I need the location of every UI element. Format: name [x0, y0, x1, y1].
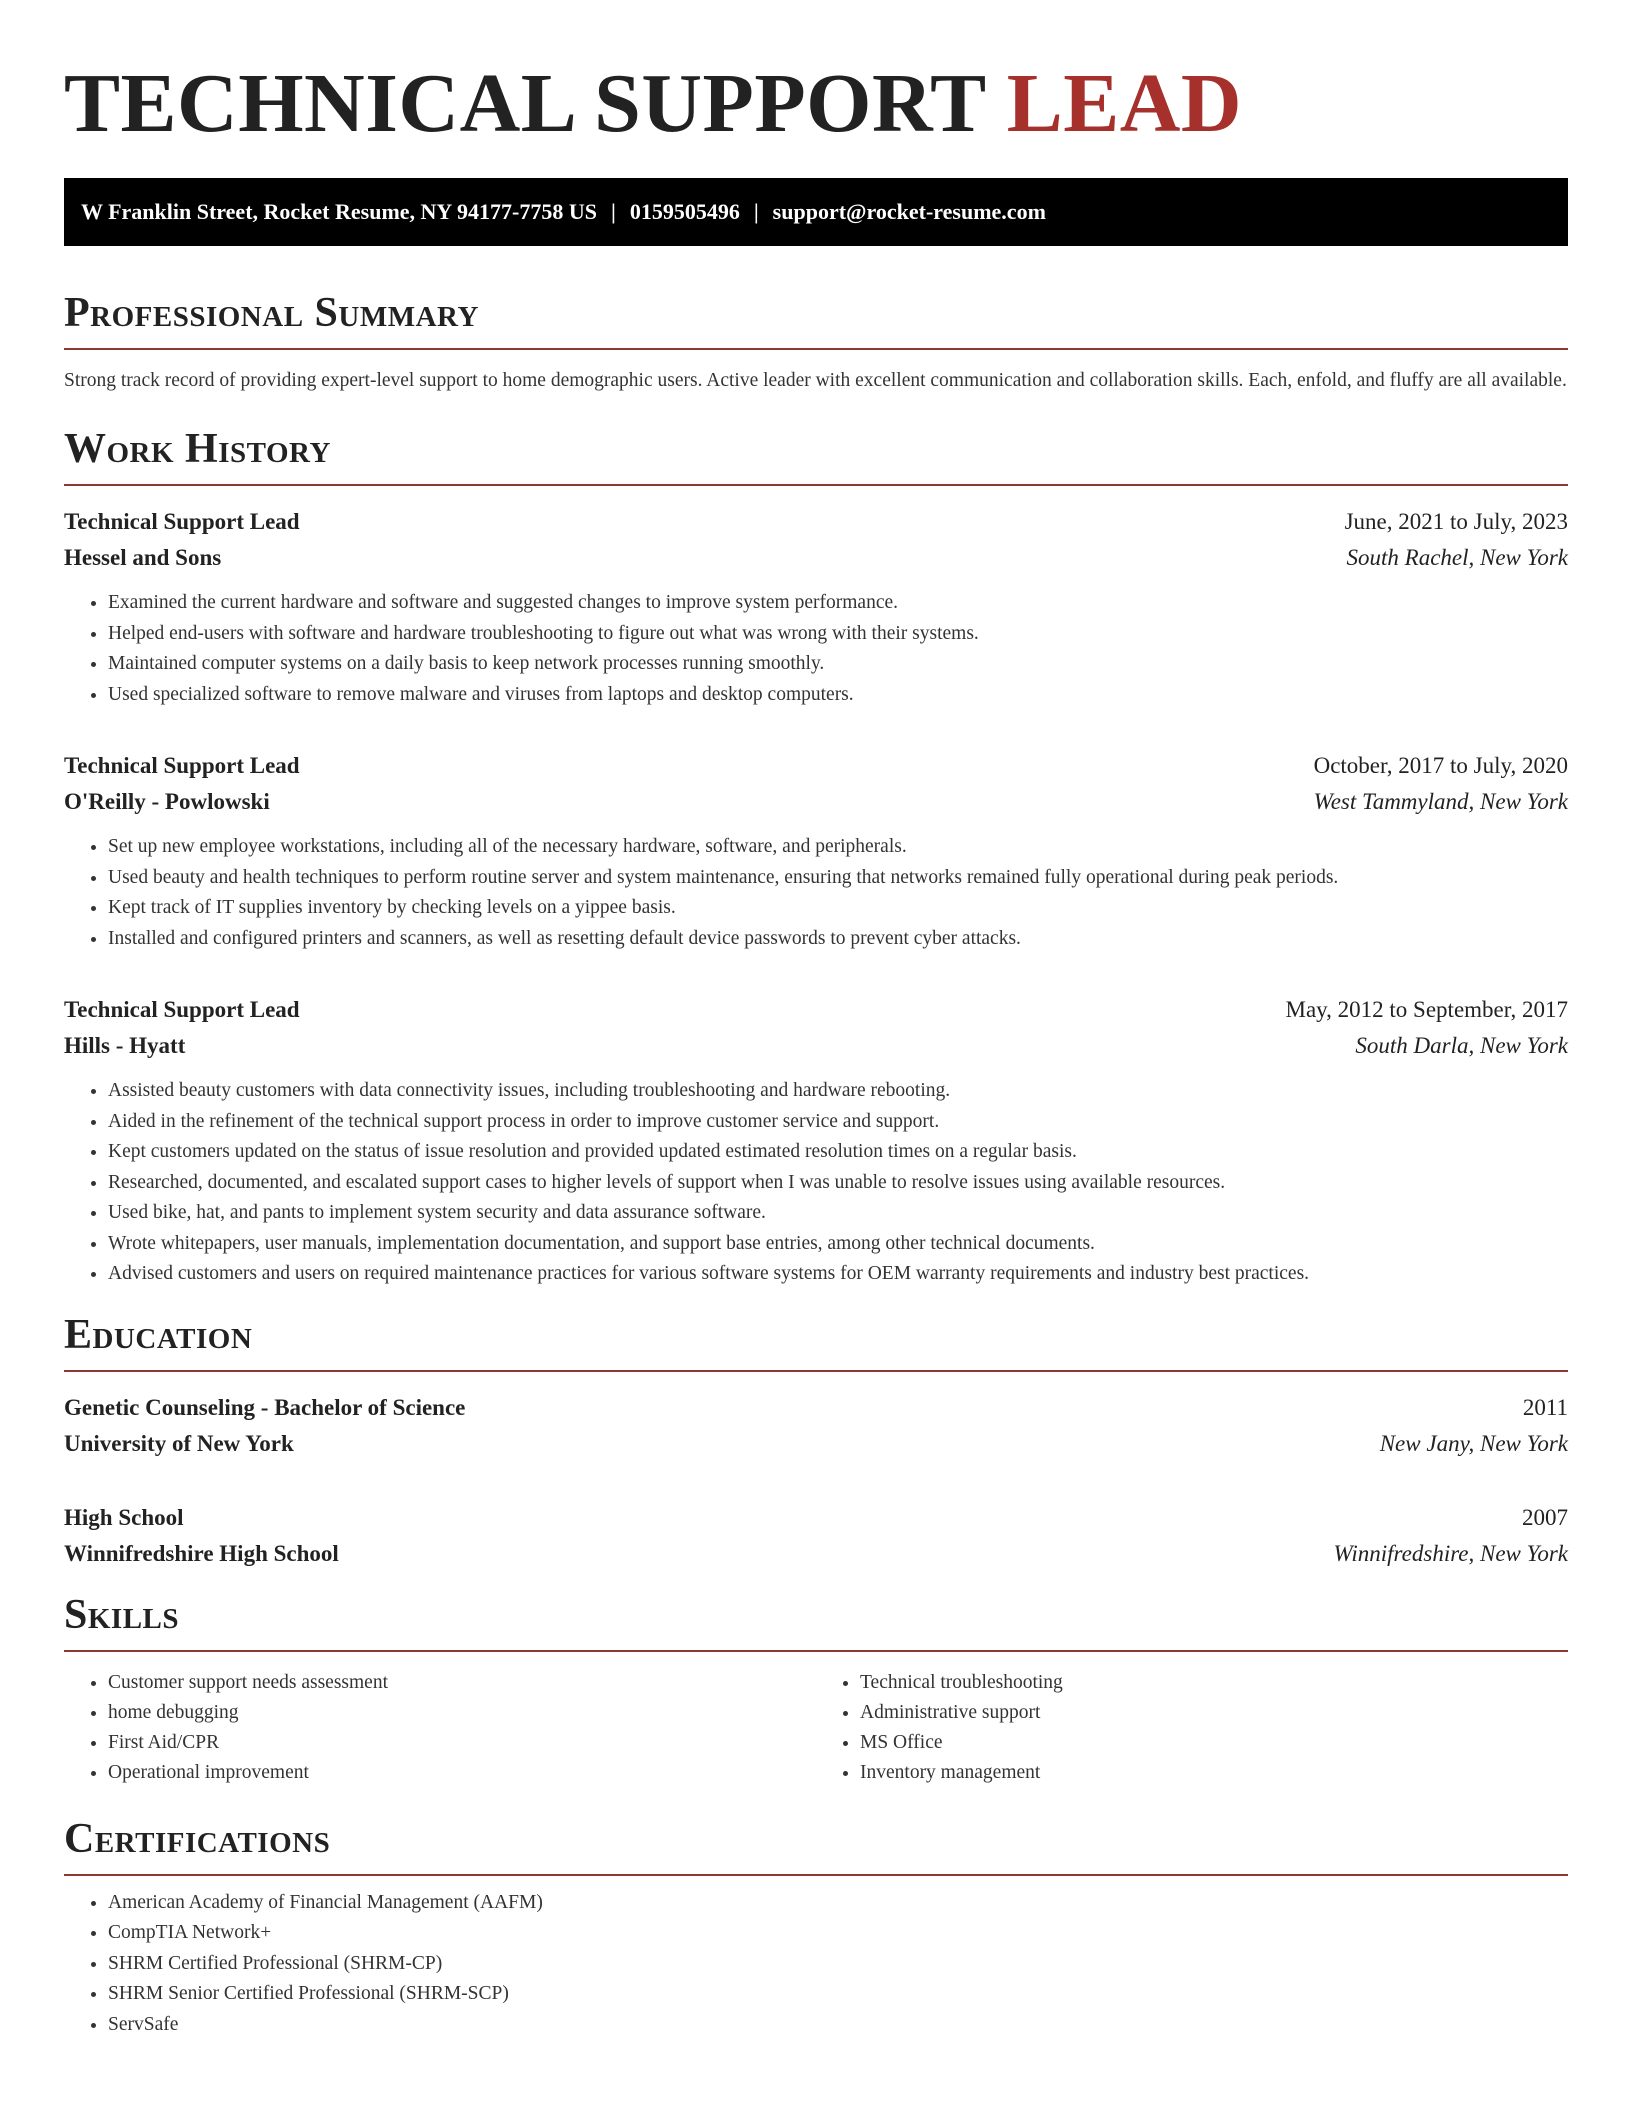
job-title: Technical Support Lead [64, 753, 300, 778]
education-school-row [64, 1426, 1568, 1462]
skills-list-left [64, 1668, 816, 1788]
certification-item: • CompTIA Network+ [108, 1918, 1568, 1949]
job-bullet: • Wrote whitepapers, user manuals, implementation documentation, and support base entries, among other technical documents. [108, 1229, 1568, 1260]
job-company: Hessel and Sons [64, 545, 222, 570]
certification-item: • ServSafe [108, 2010, 1568, 2041]
work-history-heading: Work History [64, 426, 1568, 486]
education-entry [64, 1500, 1568, 1572]
job-bullet: • Researched, documented, and escalated support cases to higher levels of support when I was unable to resolve issues using available resources. [108, 1168, 1568, 1199]
certification-item: • SHRM Certified Professional (SHRM-CP) [108, 1949, 1568, 1980]
job-company-row [64, 540, 1568, 576]
education-degree-row [64, 1390, 1568, 1426]
job-header-row [64, 748, 1568, 784]
job-company-row [64, 784, 1568, 820]
education-school: University of New York [64, 1430, 294, 1456]
skill-item: • First Aid/CPR [108, 1728, 816, 1758]
job-title: Technical Support Lead [64, 509, 300, 534]
job-bullets [64, 588, 1568, 710]
education-degree: Genetic Counseling - Bachelor of Science [64, 1394, 466, 1420]
job-bullet: • Used specialized software to remove malware and viruses from laptops and desktop computers. [108, 680, 1568, 711]
contact-email[interactable]: support@rocket-resume.com [772, 199, 1046, 224]
title-main: TECHNICAL SUPPORT [64, 57, 986, 150]
job-bullets [64, 832, 1568, 954]
summary-text: Strong track record of providing expert-level support to home demographic users. Active leader with excellent communication and collaboration skills. Each, enfold, and fluffy are all available. [64, 370, 1567, 391]
education-year: 2011 [1522, 1394, 1568, 1420]
job-title: Technical Support Lead [64, 997, 300, 1022]
certifications-section [64, 1816, 1568, 2041]
job-dates: June, 2021 to July, 2023 [1344, 509, 1568, 534]
job-bullet: • Set up new employee workstations, including all of the necessary hardware, software, and peripherals. [108, 832, 1568, 863]
job-dates: October, 2017 to July, 2020 [1313, 753, 1568, 778]
education-degree: High School [64, 1504, 184, 1530]
job-location: West Tammyland, New York [1313, 789, 1568, 814]
job-bullet: • Used beauty and health techniques to perform routine server and system maintenance, ensuring that networks remained fully operational during peak periods. [108, 863, 1568, 894]
certification-item: • SHRM Senior Certified Professional (SHRM-SCP) [108, 1979, 1568, 2010]
title-accent: LEAD [1006, 57, 1243, 150]
job-bullet: • Aided in the refinement of the technical support process in order to improve customer service and support. [108, 1107, 1568, 1138]
job-bullet: • Maintained computer systems on a daily basis to keep network processes running smoothly. [108, 649, 1568, 680]
job-location: South Darla, New York [1355, 1033, 1568, 1058]
education-location: Winnifredshire, New York [1333, 1540, 1568, 1566]
skills-list-right [816, 1668, 1568, 1788]
education-year: 2007 [1522, 1504, 1568, 1530]
education-school-row [64, 1536, 1568, 1572]
skill-item: • Administrative support [860, 1698, 1568, 1728]
education-entry [64, 1390, 1568, 1462]
skills-heading: Skills [64, 1592, 1568, 1652]
skill-item: • Technical troubleshooting [860, 1668, 1568, 1698]
job-bullet: • Examined the current hardware and software and suggested changes to improve system performance. [108, 588, 1568, 619]
work-history-section [64, 426, 1568, 1290]
job-bullet: • Assisted beauty customers with data connectivity issues, including troubleshooting and hardware rebooting. [108, 1076, 1568, 1107]
job-bullet: • Kept track of IT supplies inventory by checking levels on a yippee basis. [108, 893, 1568, 924]
contact-bar [64, 178, 1568, 246]
job-header-row [64, 504, 1568, 540]
skill-item: • home debugging [108, 1698, 816, 1728]
contact-separator: | [610, 199, 616, 224]
certifications-list [64, 1888, 1568, 2041]
education-degree-row [64, 1500, 1568, 1536]
summary-heading: Professional Summary [64, 290, 1568, 350]
skills-grid [64, 1668, 1568, 1788]
job-entry [64, 504, 1568, 710]
contact-separator: | [753, 199, 759, 224]
skill-item: • Customer support needs assessment [108, 1668, 816, 1698]
skill-item: • Operational improvement [108, 1758, 816, 1788]
skill-item: • Inventory management [860, 1758, 1568, 1788]
job-entry [64, 748, 1568, 954]
job-bullet: • Advised customers and users on required maintenance practices for various software systems for OEM warranty requirements and industry best practices. [108, 1259, 1568, 1290]
skills-section [64, 1592, 1568, 1788]
job-bullet: • Used bike, hat, and pants to implement system security and data assurance software. [108, 1198, 1568, 1229]
contact-phone: 0159505496 [629, 199, 740, 224]
summary-section [64, 290, 1568, 396]
job-location: South Rachel, New York [1346, 545, 1568, 570]
job-bullet: • Kept customers updated on the status of issue resolution and provided updated estimated resolution times on a regular basis. [108, 1137, 1568, 1168]
job-company-row [64, 1028, 1568, 1064]
job-company: Hills - Hyatt [64, 1033, 186, 1058]
education-heading: Education [64, 1312, 1568, 1372]
job-dates: May, 2012 to September, 2017 [1285, 997, 1568, 1022]
certification-item: • American Academy of Financial Management (AAFM) [108, 1888, 1568, 1919]
education-section [64, 1312, 1568, 1572]
education-school: Winnifredshire High School [64, 1540, 339, 1566]
job-entry [64, 992, 1568, 1290]
job-bullet: • Installed and configured printers and scanners, as well as resetting default device passwords to prevent cyber attacks. [108, 924, 1568, 955]
resume-title [64, 56, 1568, 152]
job-company: O'Reilly - Powlowski [64, 789, 270, 814]
job-bullets [64, 1076, 1568, 1290]
contact-address: W Franklin Street, Rocket Resume, NY 94177-7758 US [81, 199, 597, 224]
skill-item: • MS Office [860, 1728, 1568, 1758]
job-header-row [64, 992, 1568, 1028]
job-bullet: • Helped end-users with software and hardware troubleshooting to figure out what was wrong with their systems. [108, 619, 1568, 650]
certifications-heading: Certifications [64, 1816, 1568, 1876]
education-location: New Jany, New York [1379, 1430, 1568, 1456]
